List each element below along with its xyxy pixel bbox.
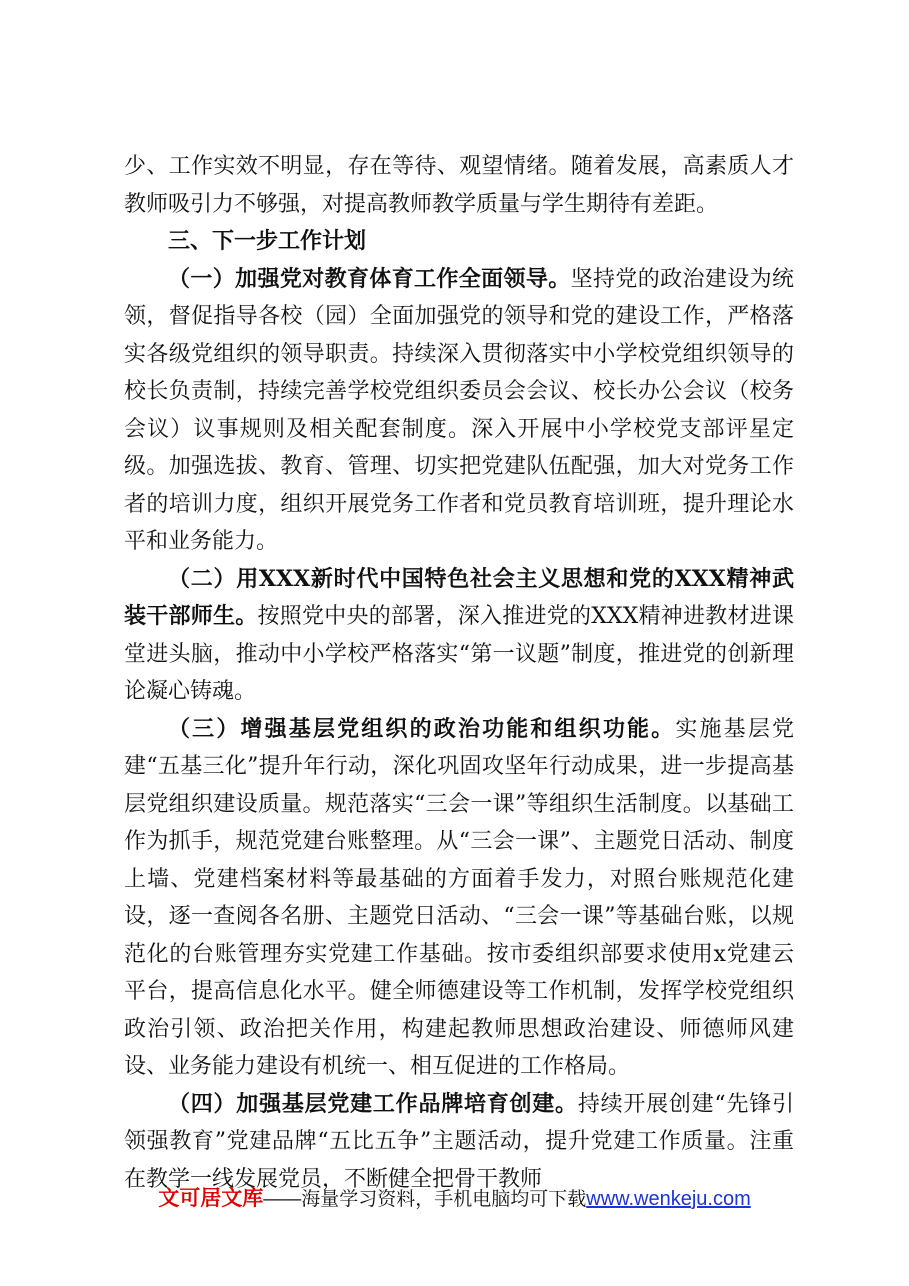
paragraph-section-3 bbox=[124, 711, 794, 1086]
footer-banner bbox=[0, 1182, 909, 1212]
section-3-title: （三）增强基层党组织的政治功能和组织功能。 bbox=[168, 715, 676, 742]
section-1-title: （一）加强党对教育体育工作全面领导。 bbox=[168, 265, 571, 292]
section-4-body: 持续开展创建“先锋引领强教育”党建品牌“五比五争”主题活动，提升党建工作质量。注重在教学一线发展党员，不断健全把骨干教师 bbox=[124, 1091, 794, 1192]
footer-url-link[interactable]: www.wenkeju.com bbox=[586, 1188, 751, 1210]
section-2-title: （二）用XXX新时代中国特色社会主义思想和党的XXX精神武装干部师生。 bbox=[124, 565, 794, 629]
paragraph-section-1 bbox=[124, 261, 794, 561]
section-1-body: 坚持党的政治建设为统领，督促指导各校（园）全面加强党的领导和党的建设工作，严格落实各级党组织的领导职责。持续深入贯彻落实中小学校党组织领导的校长负责制，持续完善学校党组织委员会会议、校长办公会议（校务会议）议事规则及相关配套制度。深入开展中小学校党支部评星定级。加强选拔、教育、管理、切实把党建队伍配强，加大对党务工作者的培训力度，组织开展党务工作者和党员教育培训班，提升理论水平和业务能力。 bbox=[124, 266, 794, 554]
paragraph-section-2 bbox=[124, 561, 794, 711]
document-body bbox=[124, 148, 794, 1198]
paragraph-continuation: 少、工作实效不明显，存在等待、观望情绪。随着发展，高素质人才教师吸引力不够强，对提高教师教学质量与学生期待有差距。 bbox=[124, 154, 794, 217]
footer-brand: 文可居文库 bbox=[158, 1187, 264, 1210]
section-2-body: 按照党中央的部署，深入推进党的XXX精神进教材进课堂进头脑，推动中小学校严格落实“第一议题”制度，推进党的创新理论凝心铸魂。 bbox=[124, 604, 794, 704]
section-4-title: （四）加强基层党建工作品牌培育创建。 bbox=[168, 1090, 578, 1117]
section-3-body: 实施基层党建“五基三化”提升年行动，深化巩固攻坚年行动成果，进一步提高基层党组织建设质量。规范落实“三会一课”等组织生活制度。以基础工作为抓手，规范党建台账整理。从“三会一课”、主题党日活动、制度上墙、党建档案材料等最基础的方面着手发力，对照台账规范化建设，逐一查阅各名册、主题党日活动、“三会一课”等基础台账，以规范化的台账管理夯实党建工作基础。按市委组织部要求使用x党建云平台，提高信息化水平。健全师德建设等工作机制，发挥学校党组织政治引领、政治把关作用，构建起教师思想政治建设、师德师风建设、业务能力建设有机统一、相互促进的工作格局。 bbox=[124, 716, 794, 1079]
section-heading: 三、下一步工作计划 bbox=[168, 228, 367, 254]
footer-slogan: ——海量学习资料，手机电脑均可下载 bbox=[263, 1189, 587, 1210]
